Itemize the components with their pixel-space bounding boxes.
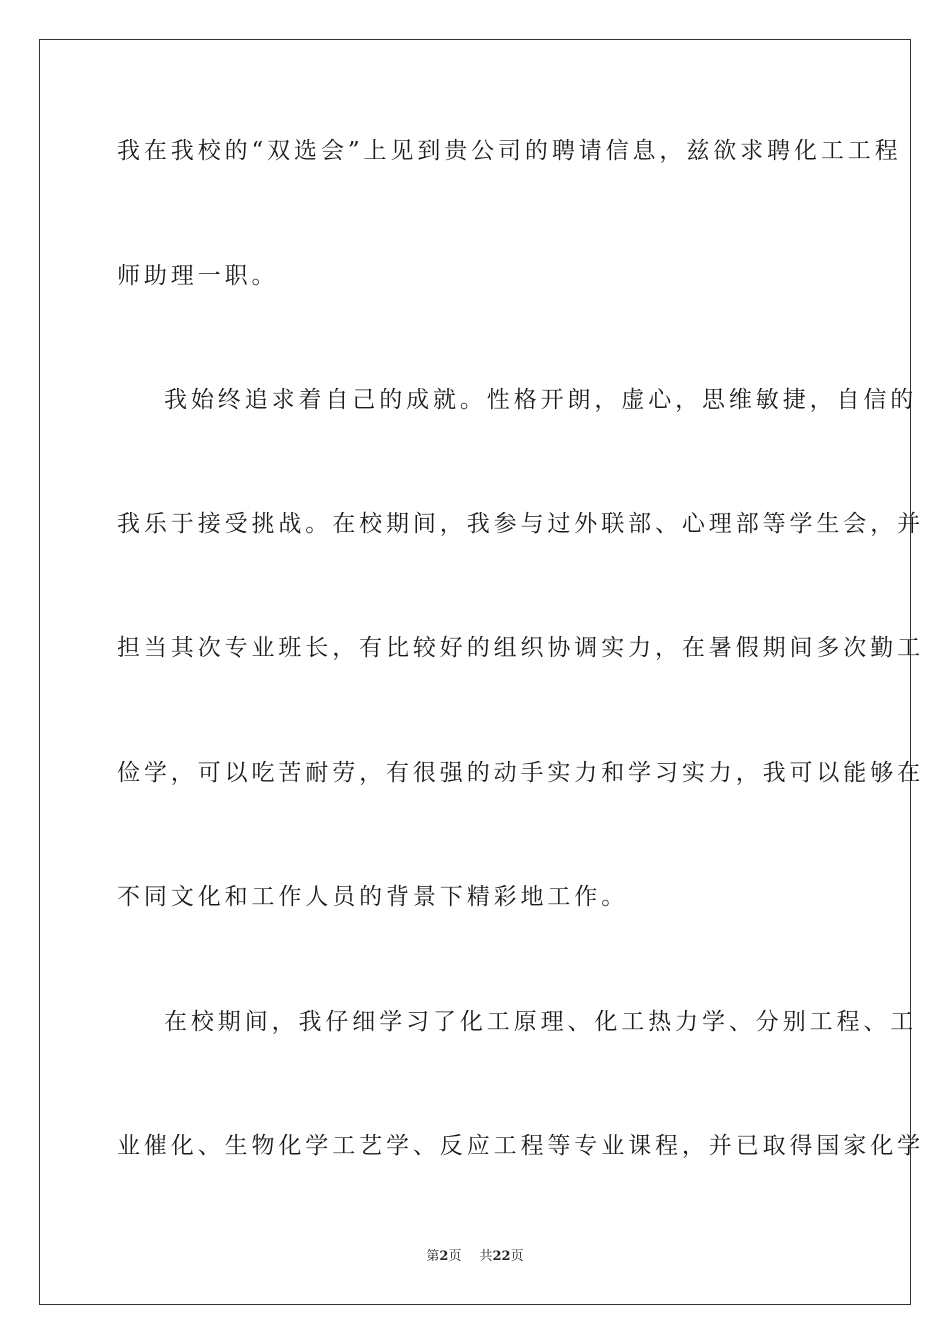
total-prefix: 共 bbox=[479, 1249, 493, 1264]
body-text-line: 俭学，可以吃苦耐劳，有很强的动手实力和学习实力，我可以能够在 bbox=[117, 760, 924, 786]
body-text-line: 担当其次专业班长，有比较好的组织协调实力，在暑假期间多次勤工 bbox=[117, 635, 924, 661]
total-suffix: 页 bbox=[510, 1249, 524, 1264]
page-suffix: 页 bbox=[448, 1249, 462, 1264]
current-page-number: 2 bbox=[439, 1249, 449, 1264]
total-page-number: 22 bbox=[492, 1249, 511, 1264]
page-footer bbox=[0, 1248, 950, 1266]
body-text-line: 在校期间，我仔细学习了化工原理、化工热力学、分别工程、工 bbox=[164, 1009, 918, 1035]
body-text-line: 不同文化和工作人员的背景下精彩地工作。 bbox=[117, 884, 629, 910]
body-text-line: 我始终追求着自己的成就。性格开朗，虚心，思维敏捷，自信的 bbox=[164, 387, 918, 413]
body-text-line: 我乐于接受挑战。在校期间，我参与过外联部、心理部等学生会，并 bbox=[117, 511, 924, 537]
body-text-line: 我在我校的“双选会”上见到贵公司的聘请信息，兹欲求聘化工工程 bbox=[117, 138, 902, 164]
page-border bbox=[39, 39, 924, 1305]
body-text-line: 业催化、生物化学工艺学、反应工程等专业课程，并已取得国家化学 bbox=[117, 1133, 924, 1159]
page-prefix: 第 bbox=[426, 1249, 440, 1264]
body-text-line: 师助理一职。 bbox=[117, 263, 279, 289]
